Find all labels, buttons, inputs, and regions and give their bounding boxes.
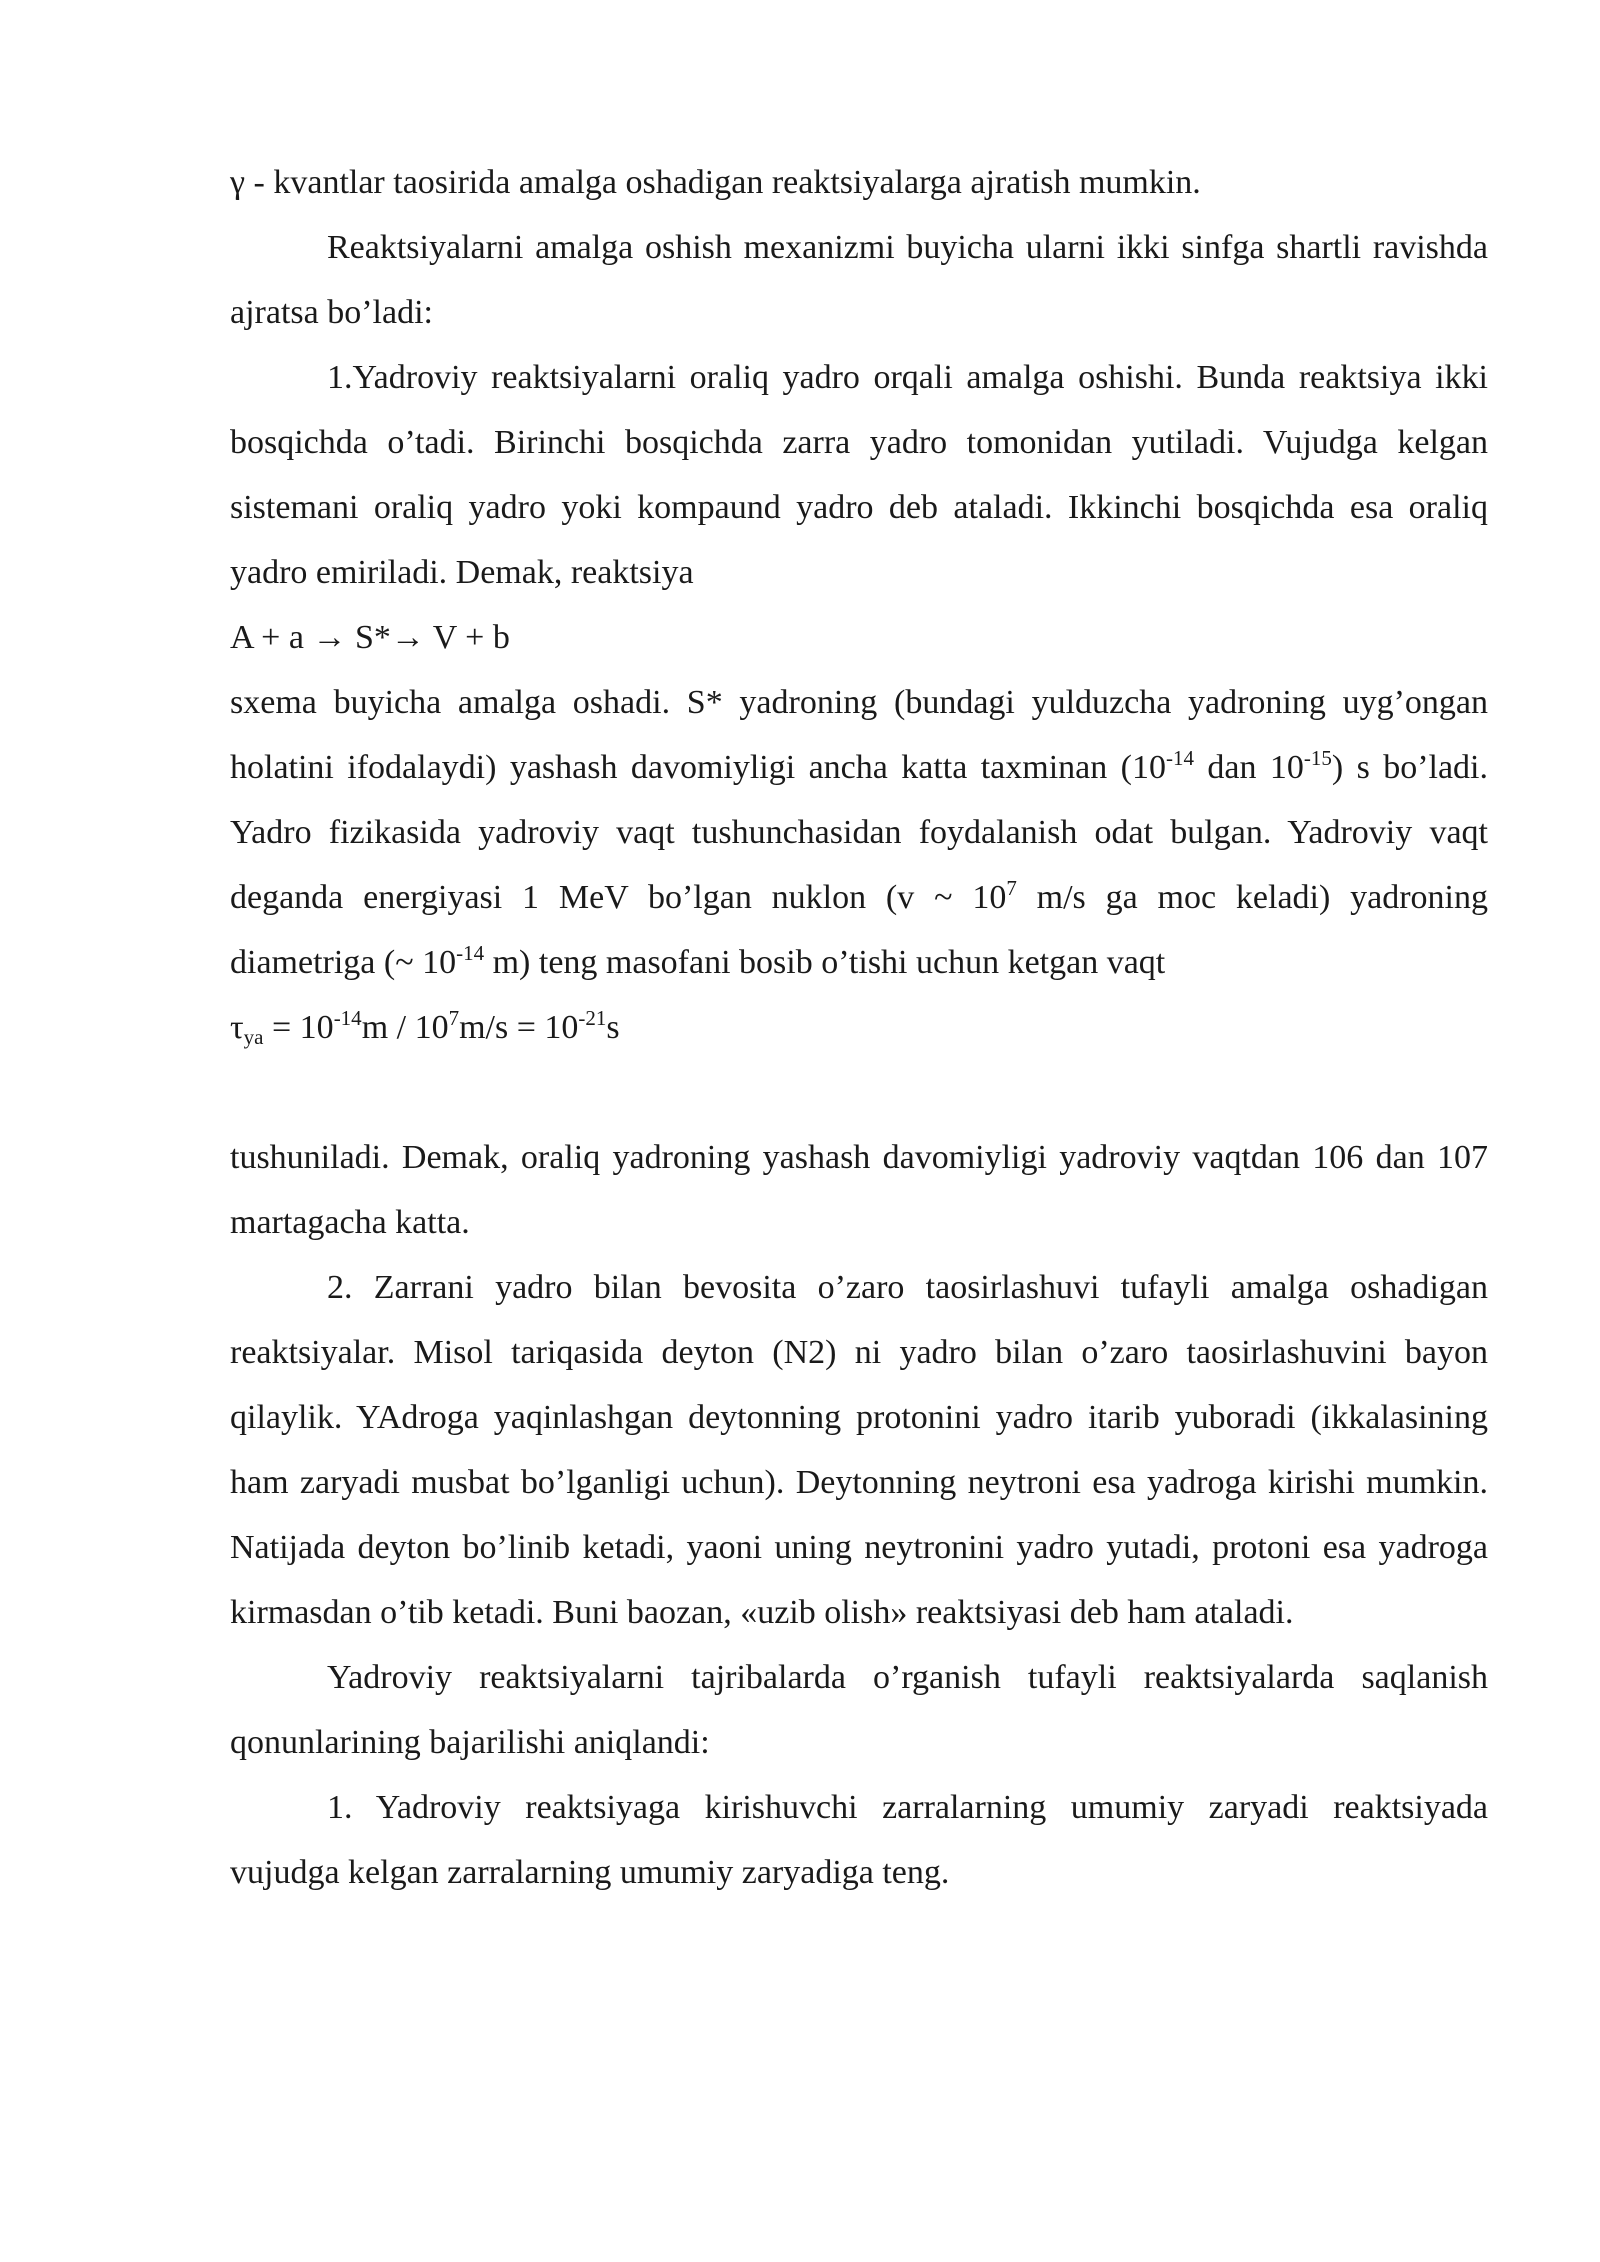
exponent: -14 <box>456 941 485 965</box>
formula-nuclear-time <box>230 995 1488 1060</box>
tau-symbol: τ <box>230 1009 244 1046</box>
text-segment: m/s = 10 <box>459 1009 579 1046</box>
paragraph-direct-reactions: 2. Zarrani yadro bilan bevosita o’zaro taosirlashuvi tufayli amalga oshadigan reaktsiyalar. Misol tariqasida deyton (N2) ni yadro bilan o’zaro taosirlashuvini bayon qilaylik. YAdroga yaqinlashgan deytonning protonini yadro itarib yuboradi (ikkalasining ham zaryadi musbat bo’lganligi uchun). Deytonning neytroni esa yadroga kirishi mumkin. Natijada deyton bo’linib ketadi, yaoni uning neytronini yadro yutadi, protoni esa yadroga kirmasdan o’tib ketadi. Buni baozan, «uzib olish» reaktsiyasi deb ham ataladi. <box>230 1269 1488 1631</box>
paragraph-lifetime-comparison: tushuniladi. Demak, oraliq yadroning yashash davomiyligi yadroviy vaqtdan 106 dan 107 martagacha katta. <box>230 1139 1488 1241</box>
subscript: ya <box>243 1025 264 1049</box>
exponent: -14 <box>1165 746 1194 770</box>
text-segment: dan 10 <box>1193 749 1304 786</box>
paragraph-gamma-quanta: γ - kvantlar taosirida amalga oshadigan reaktsiyalarga ajratish mumkin. <box>230 164 1201 201</box>
text-segment: sxema buyicha amalga oshadi. S* yadroning (bundagi yulduzcha yadroning uyg’ongan holatini ifodalaydi) yashash davomiyligi ancha katta taxminan (10 <box>230 684 1488 786</box>
text-segment: = 10 <box>263 1009 334 1046</box>
text-segment: m / 10 <box>361 1009 449 1046</box>
text-segment: s <box>606 1009 620 1046</box>
text-segment: m) teng masofani bosib o’tishi uchun ketgan vaqt <box>484 944 1166 981</box>
paragraph-nuclear-time <box>230 670 1488 995</box>
text-segment: m/s ga moc keladi) yadroning diametriga (~ 10 <box>230 879 1488 981</box>
exponent: 7 <box>1006 876 1017 900</box>
document-page <box>230 150 1488 1905</box>
exponent: -21 <box>578 1006 607 1030</box>
blank-line <box>230 1060 1488 1125</box>
exponent: -15 <box>1303 746 1332 770</box>
exponent: 7 <box>448 1006 460 1030</box>
exponent: -14 <box>333 1006 362 1030</box>
paragraph-conservation-laws: Yadroviy reaktsiyalarni tajribalarda o’rganish tufayli reaktsiyalarda saqlanish qonunlarining bajarilishi aniqlandi: <box>230 1659 1488 1761</box>
paragraph-compound-nucleus: 1.Yadroviy reaktsiyalarni oraliq yadro orqali amalga oshishi. Bunda reaktsiya ikki bosqichda o’tadi. Birinchi bosqichda zarra yadro tomonidan yutiladi. Vujudga kelgan sistemani oraliq yadro yoki kompaund yadro deb ataladi. Ikkinchi bosqichda esa oraliq yadro emiriladi. Demak, reaktsiya <box>230 359 1488 591</box>
paragraph-mechanism-classes: Reaktsiyalarni amalga oshish mexanizmi buyicha ularni ikki sinfga shartli ravishda ajratsa bo’ladi: <box>230 229 1488 331</box>
paragraph-charge-conservation: 1. Yadroviy reaktsiyaga kirishuvchi zarralarning umumiy zaryadi reaktsiyada vujudga kelgan zarralarning umumiy zaryadiga teng. <box>230 1789 1488 1891</box>
text-segment: ) s bo’ladi. Yadro fizikasida yadroviy vaqt tushunchasidan foydalanish odat bulgan. Yadroviy vaqt deganda energiyasi 1 MeV bo’lgan nuklon (v ~ 10 <box>230 749 1489 916</box>
formula-reaction-scheme: A + a → S*→ V + b <box>230 619 510 656</box>
